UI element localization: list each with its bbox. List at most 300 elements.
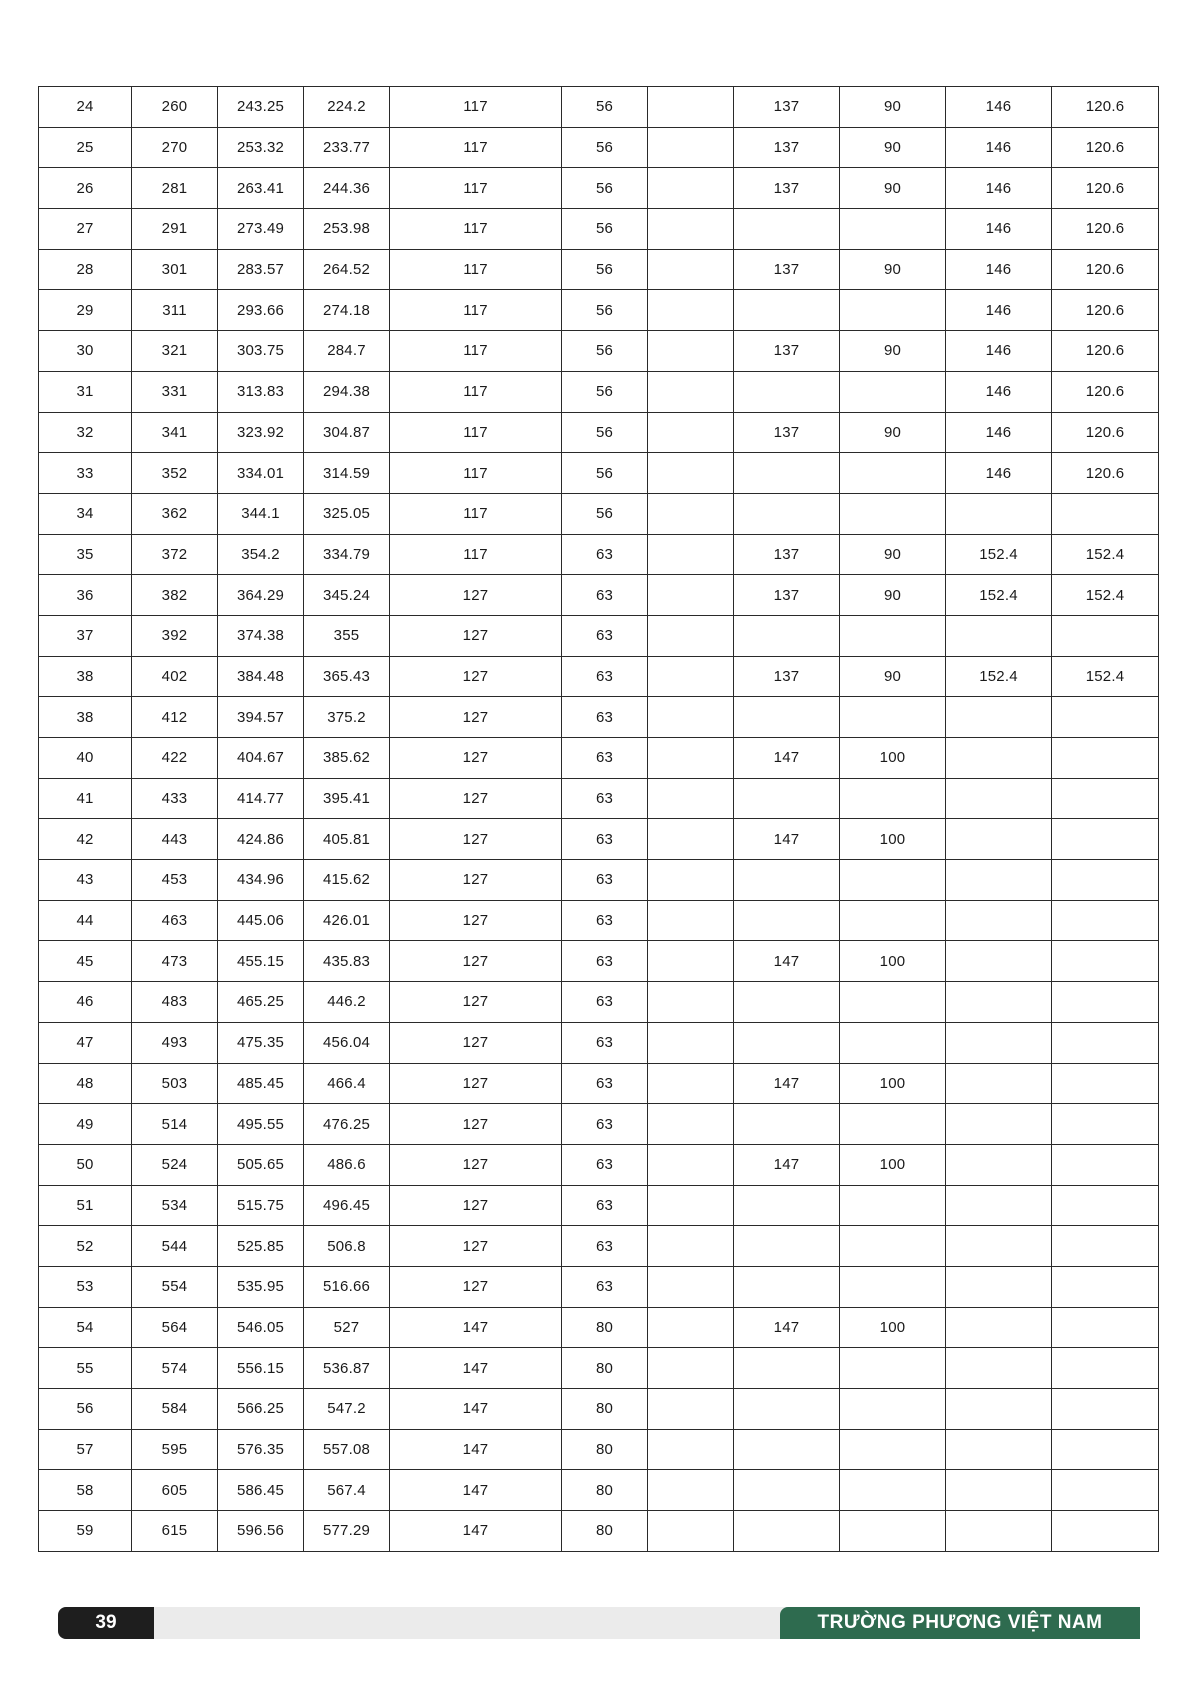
table-cell: 90 (840, 534, 946, 575)
table-cell: 536.87 (304, 1348, 390, 1389)
table-cell (1052, 615, 1159, 656)
table-cell (648, 412, 734, 453)
table-cell: 605 (132, 1470, 218, 1511)
table-cell: 90 (840, 575, 946, 616)
table-cell: 527 (304, 1307, 390, 1348)
table-cell: 127 (390, 697, 562, 738)
table-cell: 426.01 (304, 900, 390, 941)
table-cell: 445.06 (218, 900, 304, 941)
table-cell (734, 1429, 840, 1470)
table-cell: 117 (390, 493, 562, 534)
table-cell: 146 (946, 127, 1052, 168)
table-cell: 127 (390, 860, 562, 901)
table-cell: 446.2 (304, 982, 390, 1023)
table-cell: 503 (132, 1063, 218, 1104)
table-cell: 475.35 (218, 1022, 304, 1063)
table-cell: 127 (390, 1185, 562, 1226)
table-cell (648, 900, 734, 941)
table-cell (1052, 1226, 1159, 1267)
table-row (39, 412, 1159, 453)
table-cell: 355 (304, 615, 390, 656)
table-cell (648, 941, 734, 982)
table-cell: 554 (132, 1266, 218, 1307)
table-cell (734, 493, 840, 534)
table-cell (840, 1266, 946, 1307)
table-cell (1052, 738, 1159, 779)
table-cell: 137 (734, 249, 840, 290)
table-cell: 37 (39, 615, 132, 656)
table-cell: 547.2 (304, 1389, 390, 1430)
table-cell (946, 1144, 1052, 1185)
table-cell: 63 (562, 778, 648, 819)
table-cell: 137 (734, 656, 840, 697)
table-cell (648, 575, 734, 616)
table-cell (648, 656, 734, 697)
table-cell: 137 (734, 87, 840, 128)
table-cell: 233.77 (304, 127, 390, 168)
data-table (38, 86, 1159, 1552)
table-row (39, 1144, 1159, 1185)
table-row (39, 168, 1159, 209)
table-cell (840, 453, 946, 494)
table-cell (1052, 1470, 1159, 1511)
table-cell: 31 (39, 371, 132, 412)
table-cell: 564 (132, 1307, 218, 1348)
table-cell: 473 (132, 941, 218, 982)
table-cell: 56 (562, 453, 648, 494)
table-cell: 273.49 (218, 209, 304, 250)
table-cell (840, 1022, 946, 1063)
table-cell: 120.6 (1052, 453, 1159, 494)
table-cell: 466.4 (304, 1063, 390, 1104)
table-cell (648, 778, 734, 819)
table-cell: 49 (39, 1104, 132, 1145)
table-cell: 576.35 (218, 1429, 304, 1470)
table-cell: 120.6 (1052, 371, 1159, 412)
table-cell (840, 615, 946, 656)
table-cell: 120.6 (1052, 331, 1159, 372)
table-cell (1052, 819, 1159, 860)
table-cell (734, 697, 840, 738)
table-cell: 270 (132, 127, 218, 168)
table-row (39, 656, 1159, 697)
table-cell: 534 (132, 1185, 218, 1226)
table-cell (840, 778, 946, 819)
table-cell (648, 168, 734, 209)
table-cell: 63 (562, 1063, 648, 1104)
table-row (39, 534, 1159, 575)
table-cell (648, 1144, 734, 1185)
table-cell: 127 (390, 1022, 562, 1063)
table-cell: 63 (562, 982, 648, 1023)
table-cell (648, 1429, 734, 1470)
table-cell: 63 (562, 534, 648, 575)
table-cell: 434.96 (218, 860, 304, 901)
table-cell: 63 (562, 656, 648, 697)
table-cell: 465.25 (218, 982, 304, 1023)
table-cell: 24 (39, 87, 132, 128)
table-cell (840, 982, 946, 1023)
table-cell (946, 1511, 1052, 1552)
table-cell: 40 (39, 738, 132, 779)
table-cell: 63 (562, 697, 648, 738)
table-row (39, 1266, 1159, 1307)
table-cell: 147 (390, 1307, 562, 1348)
table-cell: 334.01 (218, 453, 304, 494)
table-cell: 30 (39, 331, 132, 372)
table-cell (946, 860, 1052, 901)
table-cell (1052, 982, 1159, 1023)
table-cell: 27 (39, 209, 132, 250)
table-cell (734, 982, 840, 1023)
table-cell: 476.25 (304, 1104, 390, 1145)
table-cell: 384.48 (218, 656, 304, 697)
table-row (39, 1307, 1159, 1348)
table-cell (648, 127, 734, 168)
table-cell (840, 209, 946, 250)
table-cell (648, 1266, 734, 1307)
table-cell (840, 290, 946, 331)
table-cell (648, 819, 734, 860)
table-cell: 496.45 (304, 1185, 390, 1226)
table-cell (734, 1348, 840, 1389)
table-cell: 28 (39, 249, 132, 290)
table-cell: 453 (132, 860, 218, 901)
table-cell: 127 (390, 575, 562, 616)
table-cell: 34 (39, 493, 132, 534)
table-cell (1052, 1429, 1159, 1470)
table-cell: 394.57 (218, 697, 304, 738)
table-cell (734, 1511, 840, 1552)
table-cell (648, 697, 734, 738)
table-cell (648, 1104, 734, 1145)
table-row (39, 1022, 1159, 1063)
table-cell: 274.18 (304, 290, 390, 331)
table-cell: 43 (39, 860, 132, 901)
table-cell (946, 1429, 1052, 1470)
table-row (39, 1470, 1159, 1511)
table-cell: 147 (734, 738, 840, 779)
table-cell (946, 738, 1052, 779)
table-cell (840, 371, 946, 412)
table-cell: 147 (734, 819, 840, 860)
table-cell (734, 209, 840, 250)
table-cell: 595 (132, 1429, 218, 1470)
table-cell (648, 1226, 734, 1267)
table-cell: 374.38 (218, 615, 304, 656)
table-cell: 127 (390, 738, 562, 779)
table-cell: 402 (132, 656, 218, 697)
table-cell: 56 (562, 209, 648, 250)
table-row (39, 941, 1159, 982)
table-cell: 456.04 (304, 1022, 390, 1063)
table-cell: 483 (132, 982, 218, 1023)
table-cell: 152.4 (946, 656, 1052, 697)
table-cell: 54 (39, 1307, 132, 1348)
table-cell: 80 (562, 1307, 648, 1348)
table-cell (734, 453, 840, 494)
table-cell: 100 (840, 738, 946, 779)
table-cell: 311 (132, 290, 218, 331)
table-cell: 392 (132, 615, 218, 656)
table-cell: 147 (390, 1389, 562, 1430)
table-cell: 334.79 (304, 534, 390, 575)
table-row (39, 290, 1159, 331)
table-cell: 50 (39, 1144, 132, 1185)
table-cell: 596.56 (218, 1511, 304, 1552)
table-cell: 260 (132, 87, 218, 128)
table-cell: 147 (734, 1063, 840, 1104)
table-cell: 414.77 (218, 778, 304, 819)
table-cell: 63 (562, 1185, 648, 1226)
table-cell: 53 (39, 1266, 132, 1307)
table-cell: 152.4 (1052, 575, 1159, 616)
table-cell: 90 (840, 331, 946, 372)
table-row (39, 738, 1159, 779)
table-cell: 80 (562, 1429, 648, 1470)
table-cell (648, 534, 734, 575)
table-cell: 127 (390, 656, 562, 697)
table-cell: 524 (132, 1144, 218, 1185)
table-cell: 63 (562, 900, 648, 941)
table-cell: 152.4 (946, 575, 1052, 616)
table-cell: 147 (390, 1511, 562, 1552)
table-cell: 33 (39, 453, 132, 494)
table-cell (1052, 1022, 1159, 1063)
table-cell: 146 (946, 249, 1052, 290)
table-cell: 372 (132, 534, 218, 575)
table-cell: 303.75 (218, 331, 304, 372)
table-cell: 127 (390, 1063, 562, 1104)
table-cell (946, 900, 1052, 941)
table-cell (648, 371, 734, 412)
table-row (39, 1511, 1159, 1552)
table-cell: 146 (946, 371, 1052, 412)
table-row (39, 371, 1159, 412)
table-cell (734, 371, 840, 412)
table-cell (840, 493, 946, 534)
table-cell: 405.81 (304, 819, 390, 860)
table-cell: 56 (562, 412, 648, 453)
table-cell: 29 (39, 290, 132, 331)
table-cell: 120.6 (1052, 168, 1159, 209)
table-cell (648, 331, 734, 372)
table-row (39, 453, 1159, 494)
table-cell (1052, 1389, 1159, 1430)
table-cell (734, 1470, 840, 1511)
table-cell: 63 (562, 1104, 648, 1145)
table-cell: 63 (562, 819, 648, 860)
table-cell: 331 (132, 371, 218, 412)
table-cell: 281 (132, 168, 218, 209)
table-cell: 120.6 (1052, 209, 1159, 250)
table-cell: 291 (132, 209, 218, 250)
table-cell: 36 (39, 575, 132, 616)
table-cell (648, 1511, 734, 1552)
table-cell: 80 (562, 1348, 648, 1389)
table-cell (1052, 778, 1159, 819)
table-cell: 127 (390, 1144, 562, 1185)
table-cell: 313.83 (218, 371, 304, 412)
table-cell: 38 (39, 656, 132, 697)
table-cell: 56 (562, 249, 648, 290)
table-cell: 415.62 (304, 860, 390, 901)
table-cell: 244.36 (304, 168, 390, 209)
table-cell: 525.85 (218, 1226, 304, 1267)
table-cell: 127 (390, 900, 562, 941)
table-row (39, 819, 1159, 860)
table-row (39, 860, 1159, 901)
table-cell: 147 (734, 1144, 840, 1185)
table-cell (1052, 493, 1159, 534)
table-cell: 147 (390, 1429, 562, 1470)
table-cell: 146 (946, 209, 1052, 250)
table-cell: 63 (562, 575, 648, 616)
table-cell: 253.32 (218, 127, 304, 168)
table-cell: 243.25 (218, 87, 304, 128)
table-row (39, 127, 1159, 168)
table-cell (840, 900, 946, 941)
table-cell: 56 (562, 493, 648, 534)
table-cell: 365.43 (304, 656, 390, 697)
table-cell (1052, 1307, 1159, 1348)
table-cell (648, 87, 734, 128)
table-row (39, 575, 1159, 616)
table-cell (1052, 1144, 1159, 1185)
table-cell: 56 (562, 127, 648, 168)
table-cell: 344.1 (218, 493, 304, 534)
table-cell (946, 1104, 1052, 1145)
table-row (39, 1104, 1159, 1145)
table-cell: 45 (39, 941, 132, 982)
table-cell (648, 209, 734, 250)
table-cell: 127 (390, 819, 562, 860)
table-cell: 127 (390, 1104, 562, 1145)
table-cell (946, 1470, 1052, 1511)
table-cell: 382 (132, 575, 218, 616)
table-cell: 506.8 (304, 1226, 390, 1267)
table-cell (734, 290, 840, 331)
table-cell (734, 615, 840, 656)
table-cell: 577.29 (304, 1511, 390, 1552)
table-cell: 152.4 (1052, 656, 1159, 697)
table-cell: 495.55 (218, 1104, 304, 1145)
table-cell: 90 (840, 249, 946, 290)
table-cell: 100 (840, 1144, 946, 1185)
table-cell: 224.2 (304, 87, 390, 128)
table-cell: 127 (390, 1226, 562, 1267)
table-cell: 321 (132, 331, 218, 372)
table-cell: 117 (390, 371, 562, 412)
table-cell: 55 (39, 1348, 132, 1389)
table-row (39, 1429, 1159, 1470)
table-cell (946, 941, 1052, 982)
table-cell: 58 (39, 1470, 132, 1511)
table-cell (840, 1226, 946, 1267)
table-cell (946, 1185, 1052, 1226)
table-cell: 283.57 (218, 249, 304, 290)
table-cell: 117 (390, 453, 562, 494)
table-cell: 117 (390, 331, 562, 372)
table-cell: 433 (132, 778, 218, 819)
table-cell (648, 860, 734, 901)
table-cell: 63 (562, 1144, 648, 1185)
table-cell (840, 1348, 946, 1389)
table-cell: 127 (390, 615, 562, 656)
table-cell: 556.15 (218, 1348, 304, 1389)
table-cell: 137 (734, 127, 840, 168)
table-cell: 584 (132, 1389, 218, 1430)
table-cell: 63 (562, 1266, 648, 1307)
table-cell (946, 1307, 1052, 1348)
table-cell (1052, 1063, 1159, 1104)
table-cell: 137 (734, 331, 840, 372)
table-cell (1052, 1348, 1159, 1389)
table-cell (840, 1389, 946, 1430)
table-cell: 323.92 (218, 412, 304, 453)
table-cell: 48 (39, 1063, 132, 1104)
table-cell: 463 (132, 900, 218, 941)
table-cell (648, 1185, 734, 1226)
table-cell (648, 1022, 734, 1063)
table-cell: 120.6 (1052, 127, 1159, 168)
table-cell: 117 (390, 168, 562, 209)
table-cell: 375.2 (304, 697, 390, 738)
table-cell (648, 1389, 734, 1430)
table-cell (648, 1470, 734, 1511)
table-cell: 120.6 (1052, 412, 1159, 453)
table-cell: 56 (562, 331, 648, 372)
table-cell: 100 (840, 941, 946, 982)
table-row (39, 1226, 1159, 1267)
table-cell (648, 982, 734, 1023)
table-cell: 574 (132, 1348, 218, 1389)
table-cell: 120.6 (1052, 87, 1159, 128)
table-cell: 412 (132, 697, 218, 738)
table-cell: 137 (734, 534, 840, 575)
table-row (39, 697, 1159, 738)
table-cell: 32 (39, 412, 132, 453)
table-cell (946, 778, 1052, 819)
table-cell (648, 493, 734, 534)
table-cell: 325.05 (304, 493, 390, 534)
table-cell: 127 (390, 778, 562, 819)
table-cell: 117 (390, 412, 562, 453)
table-cell (734, 1104, 840, 1145)
page-number: 39 (58, 1607, 154, 1639)
table-cell: 485.45 (218, 1063, 304, 1104)
table-cell: 284.7 (304, 331, 390, 372)
table-row (39, 331, 1159, 372)
table-cell: 505.65 (218, 1144, 304, 1185)
table-cell: 514 (132, 1104, 218, 1145)
table-cell: 35 (39, 534, 132, 575)
table-cell: 51 (39, 1185, 132, 1226)
table-row (39, 778, 1159, 819)
table-cell: 516.66 (304, 1266, 390, 1307)
table-cell: 615 (132, 1511, 218, 1552)
table-cell: 127 (390, 1266, 562, 1307)
table-cell (648, 615, 734, 656)
table-cell: 404.67 (218, 738, 304, 779)
table-cell: 63 (562, 860, 648, 901)
table-cell (840, 1470, 946, 1511)
table-cell: 41 (39, 778, 132, 819)
table-cell: 56 (562, 168, 648, 209)
table-cell (946, 1348, 1052, 1389)
table-cell: 362 (132, 493, 218, 534)
table-cell: 120.6 (1052, 249, 1159, 290)
